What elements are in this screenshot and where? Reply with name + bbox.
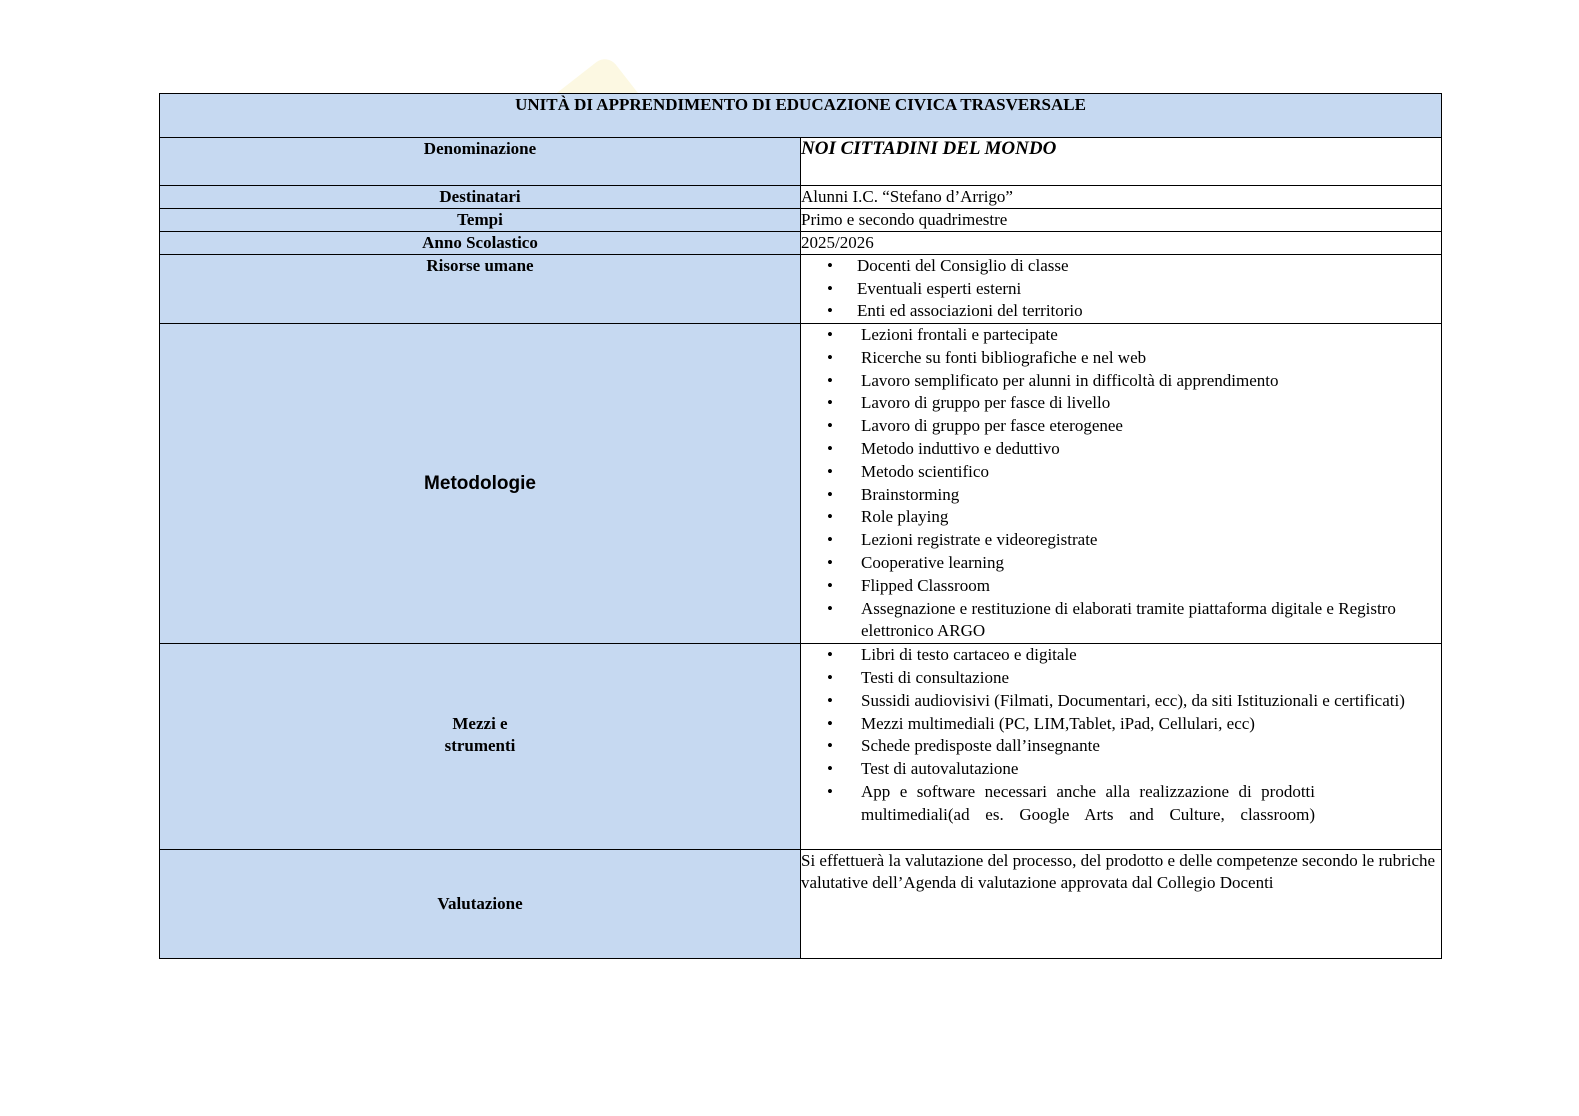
label-metodologie: Metodologie xyxy=(160,324,801,644)
row-valutazione xyxy=(160,850,1442,959)
label-valutazione: Valutazione xyxy=(160,850,801,959)
list-item: • Lezioni registrate e videoregistrate xyxy=(819,529,1441,552)
list-item: • Libri di testo cartaceo e digitale xyxy=(819,644,1441,667)
value-risorse-umane xyxy=(801,255,1442,324)
list-item: • Mezzi multimediali (PC, LIM,Tablet, iPad, Cellulari, ecc) xyxy=(819,713,1441,736)
mezzi-list xyxy=(801,644,1441,826)
value-destinatari: Alunni I.C. “Stefano d’Arrigo” xyxy=(801,186,1442,209)
label-destinatari: Destinatari xyxy=(160,186,801,209)
row-mezzi-strumenti xyxy=(160,644,1442,850)
uda-table xyxy=(159,93,1442,959)
label-denominazione: Denominazione xyxy=(160,138,801,186)
row-anno-scolastico xyxy=(160,232,1442,255)
list-item: • Ricerche su fonti bibliografiche e nel web xyxy=(819,347,1441,370)
value-metodologie xyxy=(801,324,1442,644)
row-denominazione xyxy=(160,138,1442,186)
list-item: • Lezioni frontali e partecipate xyxy=(819,324,1441,347)
list-item: • App e software necessari anche alla realizzazione di prodotti multimediali(ad es. Google Arts and Culture, classroom) xyxy=(819,781,1441,827)
list-item: • Flipped Classroom xyxy=(819,575,1441,598)
list-item: • Metodo induttivo e deduttivo xyxy=(819,438,1441,461)
row-risorse-umane xyxy=(160,255,1442,324)
list-item: • Test di autovalutazione xyxy=(819,758,1441,781)
list-item: • Schede predisposte dall’insegnante xyxy=(819,735,1441,758)
list-item: • Eventuali esperti esterni xyxy=(819,278,1441,301)
title-row xyxy=(160,94,1442,138)
value-denominazione: NOI CITTADINI DEL MONDO xyxy=(801,138,1442,186)
label-mezzi-line1: Mezzi e xyxy=(452,713,508,733)
row-metodologie xyxy=(160,324,1442,644)
value-anno-scolastico: 2025/2026 xyxy=(801,232,1442,255)
row-tempi xyxy=(160,209,1442,232)
list-item: • Lavoro di gruppo per fasce di livello xyxy=(819,392,1441,415)
risorse-list xyxy=(801,255,1441,323)
list-item: • Lavoro di gruppo per fasce eterogenee xyxy=(819,415,1441,438)
label-risorse-umane: Risorse umane xyxy=(160,255,801,324)
list-item: • Brainstorming xyxy=(819,484,1441,507)
label-mezzi-strumenti xyxy=(160,644,801,850)
list-item: • Lavoro semplificato per alunni in difficoltà di apprendimento xyxy=(819,370,1441,393)
list-item: • Testi di consultazione xyxy=(819,667,1441,690)
list-item: • Docenti del Consiglio di classe xyxy=(819,255,1441,278)
list-item: • Role playing xyxy=(819,506,1441,529)
row-destinatari xyxy=(160,186,1442,209)
label-tempi: Tempi xyxy=(160,209,801,232)
list-item: • Assegnazione e restituzione di elaborati tramite piattaforma digitale e Registro elettronico ARGO xyxy=(819,598,1441,644)
document-title: UNITÀ DI APPRENDIMENTO DI EDUCAZIONE CIVICA TRASVERSALE xyxy=(160,94,1442,138)
list-item: • Cooperative learning xyxy=(819,552,1441,575)
list-item: • Enti ed associazioni del territorio xyxy=(819,300,1441,323)
list-item: • Sussidi audiovisivi (Filmati, Documentari, ecc), da siti Istituzionali e certificati) xyxy=(819,690,1441,713)
label-mezzi-line2: strumenti xyxy=(444,735,516,755)
value-valutazione: Si effettuerà la valutazione del processo, del prodotto e delle competenze secondo le rubriche valutative dell’Agenda di valutazione approvata dal Collegio Docenti xyxy=(801,850,1442,959)
value-tempi: Primo e secondo quadrimestre xyxy=(801,209,1442,232)
label-anno-scolastico: Anno Scolastico xyxy=(160,232,801,255)
list-item: • Metodo scientifico xyxy=(819,461,1441,484)
value-mezzi-strumenti xyxy=(801,644,1442,850)
metodologie-list xyxy=(801,324,1441,643)
